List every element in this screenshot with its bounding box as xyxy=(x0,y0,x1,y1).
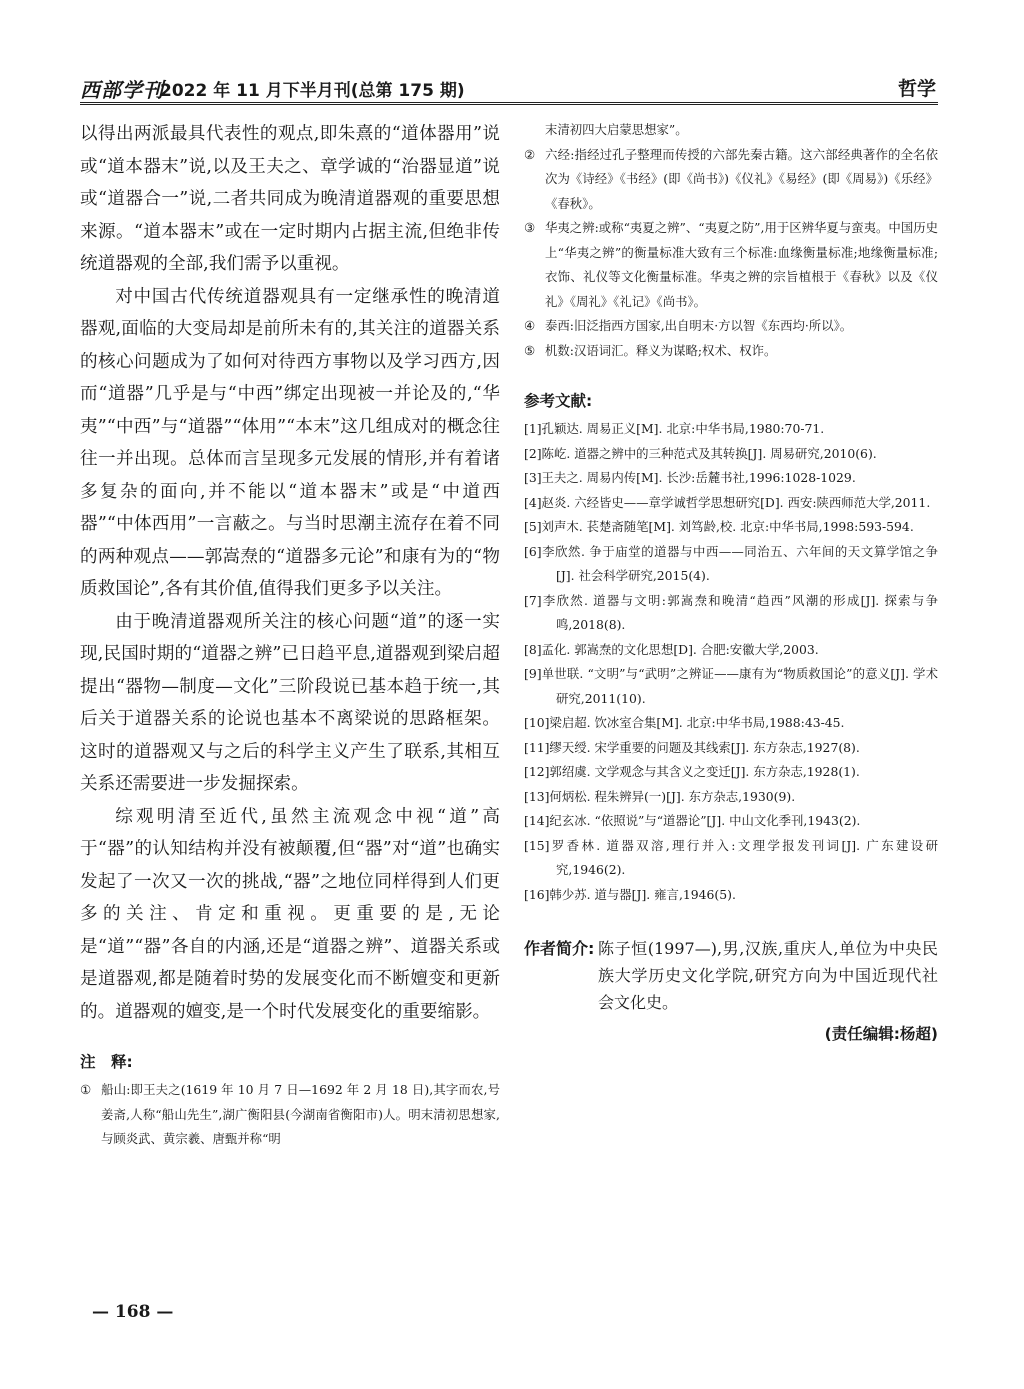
note-item xyxy=(524,314,938,339)
reference-item: [13]何炳松. 程朱辨异(一)[J]. 东方杂志,1930(9). xyxy=(524,788,796,804)
reference-item: [8]孟化. 郭嵩焘的文化思想[D]. 合肥:安徽大学,2003. xyxy=(524,641,819,657)
notes-title: 注 释: xyxy=(80,1053,133,1071)
page-number: — 168 — xyxy=(92,1302,174,1322)
right-column xyxy=(524,118,938,1044)
reference-item: [5]刘声木. 苌楚斋随笔[M]. 刘笃龄,校. 北京:中华书局,1998:593-594. xyxy=(524,519,914,534)
reference-item: [10]梁启超. 饮冰室合集[M]. 北京:中华书局,1988:43-45. xyxy=(524,715,845,730)
reference-item: [14]纪玄冰. “依照说”与“道器论”[J]. 中山文化季刊,1943(2). xyxy=(524,813,861,828)
reference-item: [1]孔颖达. 周易正义[M]. 北京:中华书局,1980:70-71. xyxy=(524,421,825,436)
author-text: 陈子恒(1997—),男,汉族,重庆人,单位为中央民族大学历史文化学院,研究方向为中国近现代社会文化史。 xyxy=(598,939,938,1012)
note-item xyxy=(80,1078,500,1152)
reference-item: [16]韩少苏. 道与器[J]. 雍言,1946(5). xyxy=(524,886,736,902)
reference-item: [15]罗香林. 道器双溶,理行并入:文理学报发刊词[J]. 广东建设研究,1946(2). xyxy=(524,837,938,877)
body-paragraph: 由于晚清道器观所关注的核心问题“道”的逐一实现,民国时期的“道器之辨”已日趋平息,道器观到梁启超提出“器物—制度—文化”三阶段说已基本趋于统一,其后关于道器关系的论说也基本不离梁说的思路框架。这时的道器观又与之后的科学主义产生了联系,其相互关系还需要进一步发掘探索。 xyxy=(80,611,500,794)
note-item xyxy=(524,339,938,364)
note-marker: ⑤ xyxy=(524,342,536,358)
reference-item: [12]郭绍虞. 文学观念与其含义之变迁[J]. 东方杂志,1928(1). xyxy=(524,764,860,779)
note-text: 船山:即王夫之(1619 年 10 月 7 日—1692 年 2 月 18 日),其字而农,号姜斋,人称“船山先生”,湖广衡阳县(今湖南省衡阳市)人。明末清初思想家,与顾炎武、黄宗羲、唐甄并称“明 xyxy=(101,1082,500,1146)
note-text: 华夷之辨:或称“夷夏之辨”、“夷夏之防”,用于区辨华夏与蛮夷。中国历史上“华夷之辨”的衡量标准大致有三个标准:血缘衡量标准;地缘衡量标准;衣饰、礼仪等文化衡量标准。华夷之辨的宗旨植根于《春秋》以及《仪礼》《周礼》《礼记》《尚书》。 xyxy=(545,220,938,309)
body-paragraph: 以得出两派最具代表性的观点,即朱熹的“道体器用”说或“道本器末”说,以及王夫之、章学诚的“治器显道”说或“道器合一”说,二者共同成为晚清道器观的重要思想来源。“道本器末”或在一定时期内占据主流,但绝非传统道器观的全部,我们需予以重视。 xyxy=(80,124,500,274)
reference-item: [9]单世联. “文明”与“武明”之辨证——康有为“物质救国论”的意义[J]. 学术研究,2011(10). xyxy=(524,666,938,706)
note-marker: ③ xyxy=(524,220,536,235)
running-header xyxy=(80,68,938,105)
note-marker: ④ xyxy=(524,318,536,333)
left-column xyxy=(80,118,500,1152)
note-text: 机数:汉语词汇。释义为谋略;权术、权诈。 xyxy=(545,342,777,358)
note-item xyxy=(524,216,938,314)
body-paragraph: 综观明清至近代,虽然主流观念中视“道”高于“器”的认知结构并没有被颠覆,但“器”对“道”也确实发起了一次又一次的挑战,“器”之地位同样得到人们更多的关注、肯定和重视。更重要的是,无论是“道”“器”各自的内涵,还是“道器之辨”、道器关系或是道器观,都是随着时势的发展变化而不断嬗变和更新的。道器观的嬗变,是一个时代发展变化的重要缩影。 xyxy=(80,806,500,1022)
author-label: 作者简介: xyxy=(524,939,595,958)
note-marker: ② xyxy=(524,146,536,162)
reference-item: [11]缪天绶. 宋学重要的问题及其线索[J]. 东方杂志,1927(8). xyxy=(524,739,860,755)
note-continuation: 末清初四大启蒙思想家”。 xyxy=(545,122,688,137)
author-bio xyxy=(524,935,938,1016)
references-title: 参考文献: xyxy=(524,392,593,410)
reference-item: [7]李欣然. 道器与文明:郭嵩焘和晚清“趋西”风潮的形成[J]. 探索与争鸣,2018(8). xyxy=(524,592,938,632)
reference-item: [3]王夫之. 周易内传[M]. 长沙:岳麓书社,1996:1028-1029. xyxy=(524,470,856,485)
reference-item: [2]陈屹. 道器之辨中的三种范式及其转换[J]. 周易研究,2010(6). xyxy=(524,445,877,461)
reference-item: [4]赵炎. 六经皆史——章学诚哲学思想研究[D]. 西安:陕西师范大学,2011. xyxy=(524,494,931,510)
note-marker: ① xyxy=(80,1082,92,1097)
reference-item: [6]李欣然. 争于庙堂的道器与中西——同治五、六年间的天文算学馆之争[J]. 社会科学研究,2015(4). xyxy=(524,543,938,583)
journal-logo: 西部学刊 xyxy=(80,78,164,102)
body-paragraph: 对中国古代传统道器观具有一定继承性的晚清道器观,面临的大变局却是前所未有的,其关注的道器关系的核心问题成为了如何对待西方事物以及学习西方,因而“道器”几乎是与“中西”绑定出现被一并论及的,“华夷”“中西”与“道器”“体用”“本末”这几组成对的概念往往一并出现。总体而言呈现多元发展的情形,并有着诸多复杂的面向,并不能以“道本器末”或是“中道西器”“中体西用”一言蔽之。与当时思潮主流存在着不同的两种观点——郭嵩焘的“道器多元论”和康有为的“物质救国论”,各有其价值,值得我们更多予以关注。 xyxy=(80,286,500,599)
note-item xyxy=(524,143,938,217)
note-text: 泰西:旧泛指西方国家,出自明末·方以智《东西均·所以》。 xyxy=(545,318,853,333)
editor-credit: (责任编辑:杨超) xyxy=(824,1025,938,1043)
section-label: 哲学 xyxy=(897,78,936,100)
note-text: 六经:指经过孔子整理而传授的六部先秦古籍。这六部经典著作的全名依次为《诗经》《书经》(即《尚书》)《仪礼》《易经》(即《周易》)《乐经》《春秋》。 xyxy=(545,146,938,211)
issue-info: 2022 年 11 月下半月刊(总第 175 期) xyxy=(160,81,465,101)
